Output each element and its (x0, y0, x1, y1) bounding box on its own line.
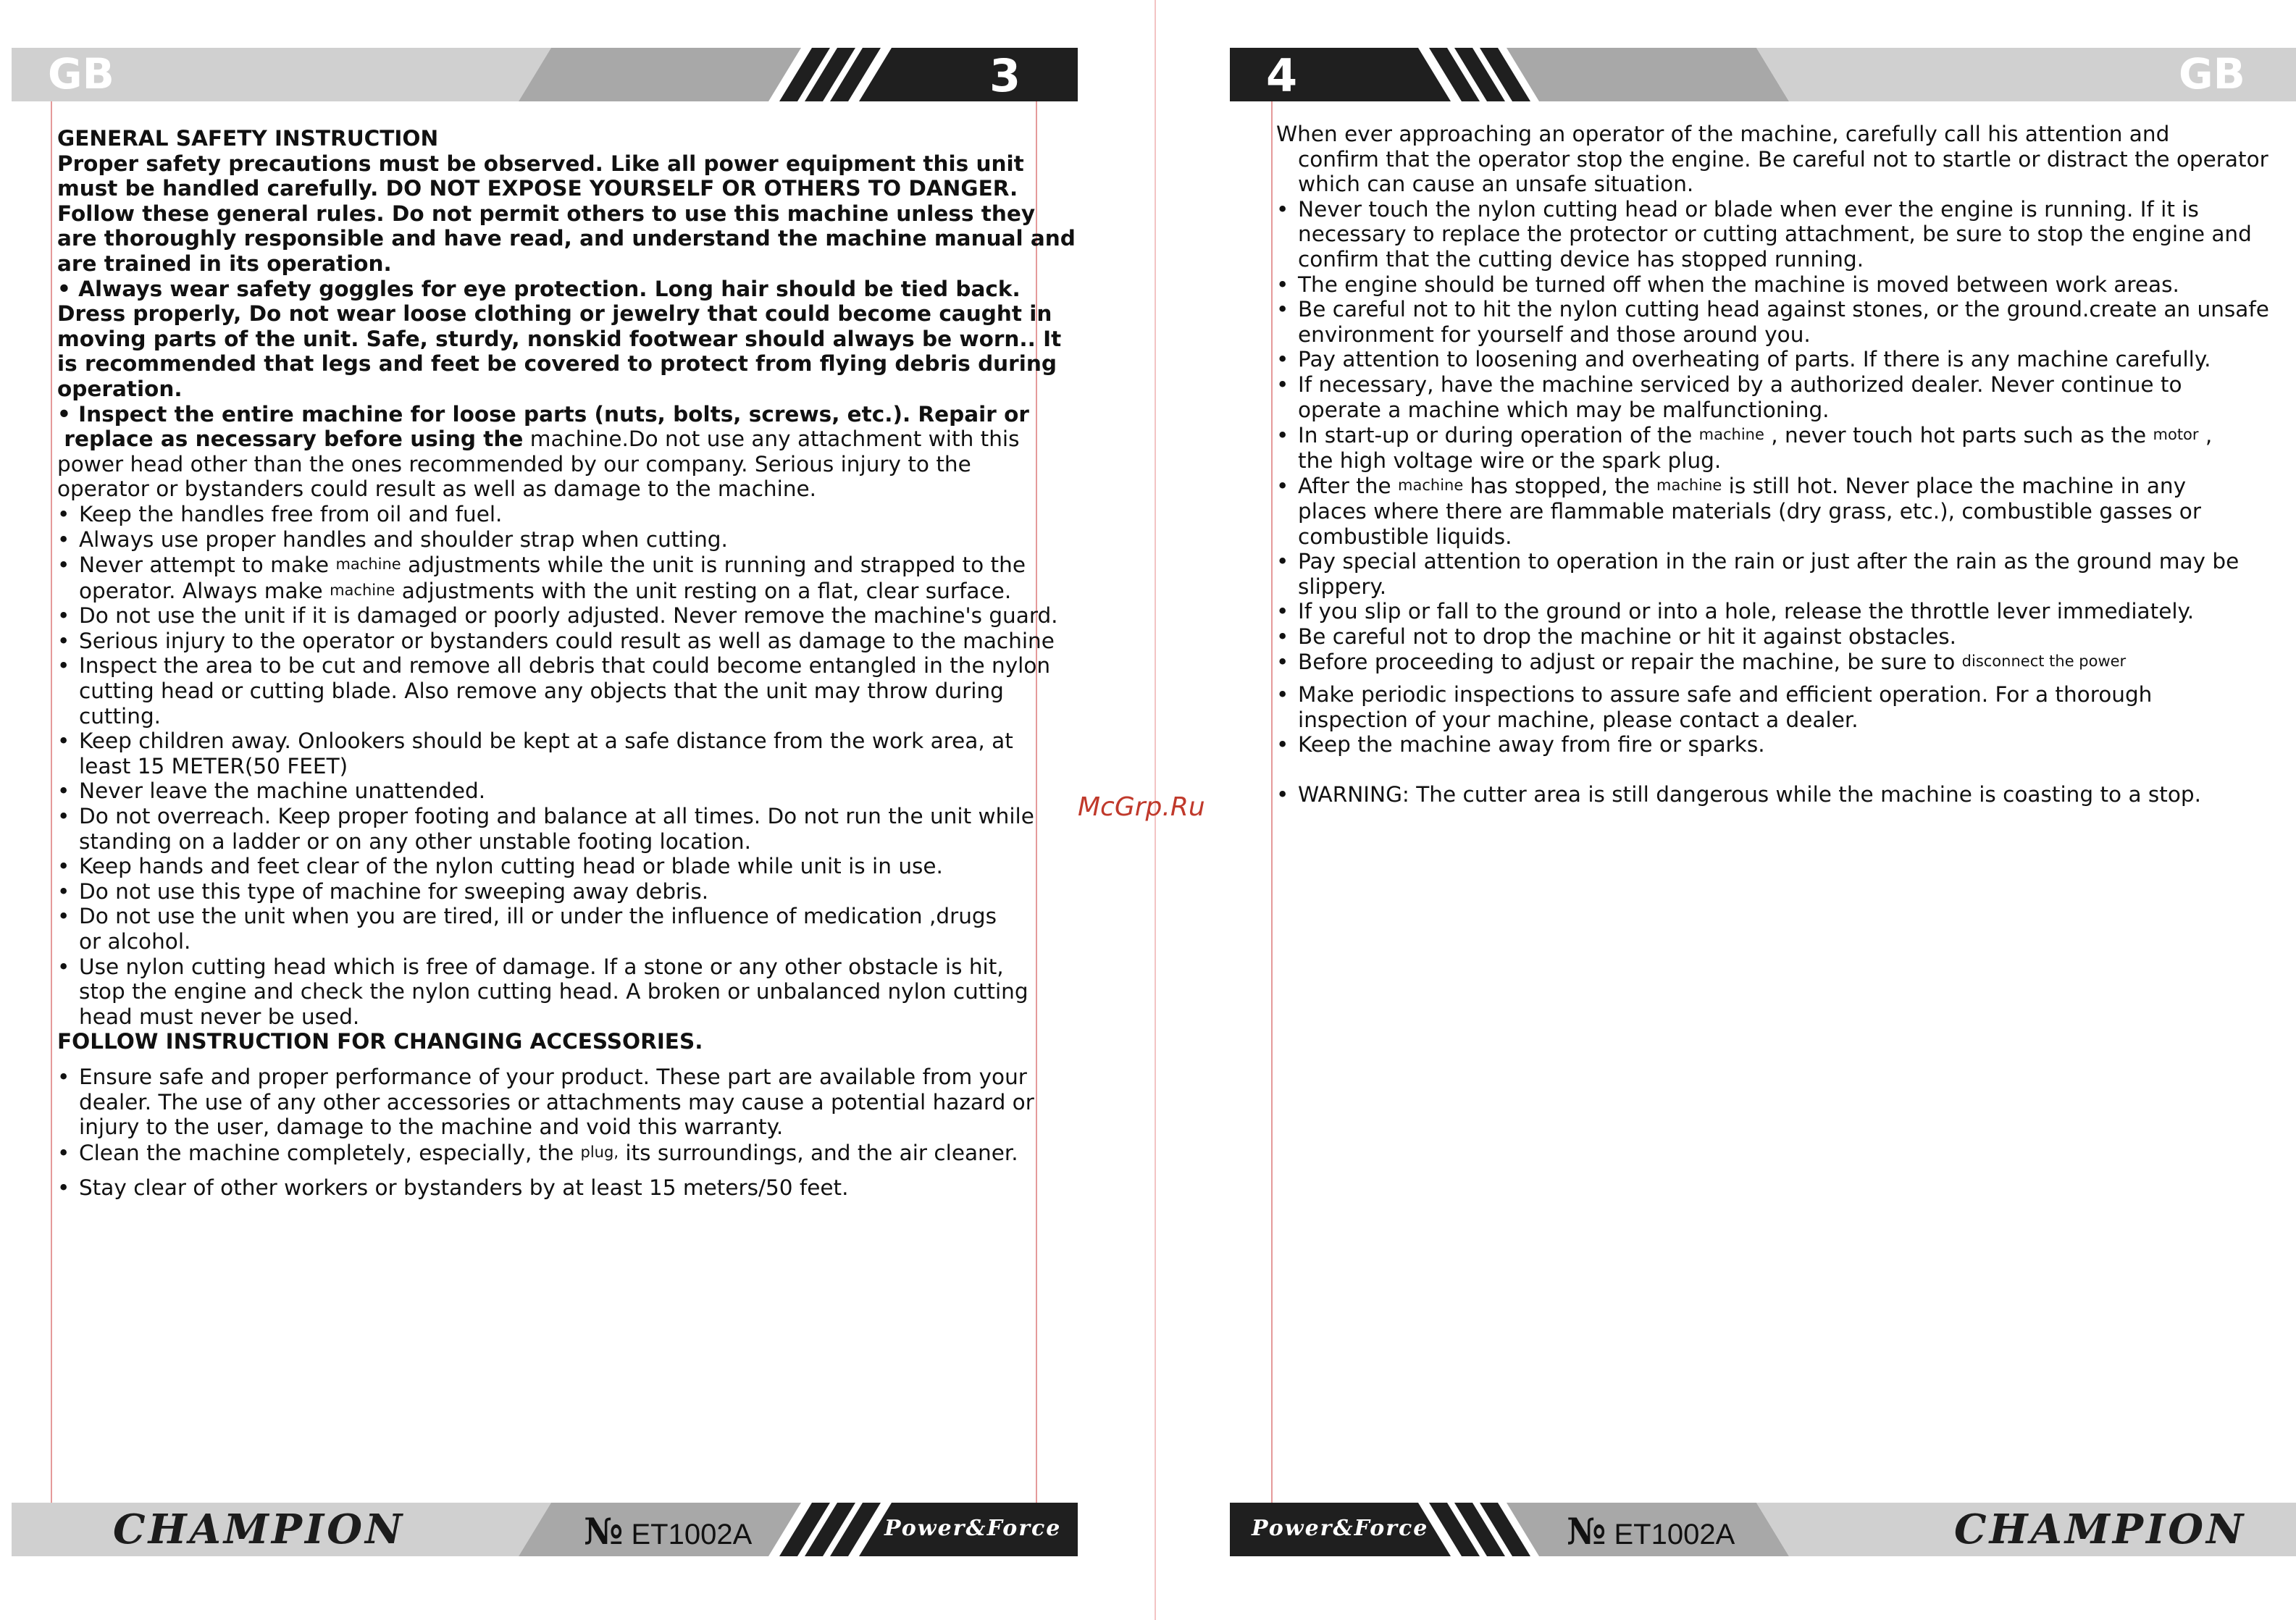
model-text: ET1002A (1614, 1519, 1735, 1550)
bullet-line: slippery. (1298, 574, 1387, 599)
bullet-item: • Do not overreach. Keep proper footing and balance at all times. Do not run the unit while (57, 804, 1076, 829)
small-text: machine (1398, 477, 1464, 495)
text: Clean the machine completely, especially, the (79, 1140, 581, 1165)
bullet-line: operator or bystanders could result as well as damage to the machine. (57, 477, 817, 502)
text: is still hot. Never place the machine in any (1722, 474, 2187, 499)
bullet-item: • Do not use this type of machine for sweeping away debris. (57, 879, 1076, 905)
left-header-bar (12, 48, 1078, 101)
bullet-fire: • Keep the machine away from fire or sparks. (1276, 732, 2269, 757)
bullet-line: standing on a ladder or on any other unstable footing location. (79, 828, 751, 854)
bullet-line: inspection of your machine, please contact a dealer. (1298, 707, 1859, 732)
header-stripes (12, 48, 1078, 101)
bullet-item: • If necessary, have the machine serviced by a authorized dealer. Never continue to (1276, 372, 2269, 398)
intro-line: are trained in its operation. (57, 251, 392, 276)
bullet-line: dealer. The use of any other accessories or attachments may cause a potential hazard or (79, 1089, 1034, 1115)
bullet-item: • Pay attention to loosening and overheating of parts. If there is any machine carefully. (1276, 347, 2269, 372)
text: In start-up or during operation of the (1298, 423, 1699, 448)
number-sign: № (1567, 1510, 1606, 1553)
page-number: 4 (1266, 49, 1298, 101)
text: operator. Always make (79, 578, 330, 603)
bullet-goggles: • Always wear safety goggles for eye protection. Long hair should be tied back. (57, 276, 1021, 301)
left-footer-bar (12, 1503, 1078, 1556)
text: its surroundings, and the air cleaner. (619, 1140, 1018, 1165)
page-number: 3 (989, 49, 1021, 101)
bullet-item: • Never leave the machine unattended. (57, 778, 1076, 804)
bullet-line: the high voltage wire or the spark plug. (1298, 448, 1722, 473)
bullet-line: combustible liquids. (1298, 524, 1512, 549)
bullet-list (1276, 549, 2269, 649)
bullet-line: is recommended that legs and feet be covered to protect from flying debris during (57, 351, 1057, 377)
text: adjustments while the unit is running and strapped to the (401, 553, 1026, 578)
bullet-text: machine.Do not use any attachment with this (523, 427, 1020, 452)
bullet-line: stop the engine and check the nylon cutting head. A broken or unbalanced nylon cutting (79, 979, 1028, 1004)
small-text: motor (2153, 426, 2199, 444)
bullet-item: • Always use proper handles and shoulder strap when cutting. (57, 527, 1076, 553)
bullet-item: • Keep children away. Onlookers should be kept at a safe distance from the work area, at (57, 729, 1076, 754)
bullet-warning: • WARNING: The cutter area is still dangerous while the machine is coasting to a stop. (1276, 782, 2269, 807)
small-text: machine (1698, 426, 1764, 444)
bullet-hot-parts (1276, 422, 2269, 448)
bullet-text: Always wear safety goggles for eye protection. Long hair should be tied back. (78, 276, 1021, 301)
bullet-periodic: • Make periodic inspections to assure safe and efficient operation. For a thorough (1276, 682, 2269, 708)
intro-line: When ever approaching an operator of the machine, carefully call his attention and (1276, 122, 2170, 146)
bullet-item: • Serious injury to the operator or bystanders could result as well as damage to the machine (57, 629, 1076, 654)
right-footer-bar (1230, 1503, 2296, 1556)
right-header-bar (1230, 48, 2296, 101)
section-title: GENERAL SAFETY INSTRUCTION (57, 126, 439, 151)
bullet-adjust (57, 552, 1076, 578)
small-text: disconnect the power (1961, 652, 2127, 671)
intro-line: which can cause an unsafe situation. (1298, 172, 1694, 197)
bullet-item: • Do not use the unit if it is damaged or poorly adjusted. Never remove the machine's guard. (57, 603, 1076, 629)
bullet-list (1276, 197, 2269, 422)
text: Before proceeding to adjust or repair the machine, be sure to (1298, 650, 1962, 675)
language-label: GB (48, 49, 114, 98)
bullet-item: • Be careful not to hit the nylon cutting head against stones, or the ground.create an unsafe (1276, 297, 2269, 322)
bullet-line: head must never be used. (79, 1004, 360, 1029)
bullet-line: moving parts of the unit. Safe, sturdy, nonskid footwear should always be worn.. It (57, 326, 1062, 351)
section-title: FOLLOW INSTRUCTION FOR CHANGING ACCESSORIES. (57, 1029, 703, 1054)
brand-logo: CHAMPION (113, 1506, 406, 1553)
intro-line: Proper safety precautions must be observed. Like all power equipment this unit (57, 151, 1024, 176)
bullet-line: necessary to replace the protector or cutting attachment, be sure to stop the engine and (1298, 222, 2252, 247)
bullet-line: cutting head or cutting blade. Also remove any objects that the unit may throw during (79, 679, 1004, 704)
bullet-accessories: • Ensure safe and proper performance of your product. These part are available from your (57, 1065, 1076, 1090)
bullet-line: power head other than the ones recommended by our company. Serious injury to the (57, 451, 971, 477)
bullet-item: • Use nylon cutting head which is free of damage. If a stone or any other obstacle is hit, (57, 954, 1076, 980)
small-text: machine (1656, 477, 1722, 495)
bullet-line: operation. (57, 376, 183, 401)
bullet-before-repair (1276, 649, 2269, 675)
bullet-item: • Inspect the area to be cut and remove all debris that could become entangled in the nylon (57, 653, 1076, 679)
left-margin-line (1271, 101, 1273, 1506)
text: , never touch hot parts such as the (1764, 423, 2153, 448)
brand-logo: CHAMPION (1954, 1506, 2247, 1553)
bullet-inspect: • Inspect the entire machine for loose parts (nuts, bolts, screws, etc.). Repair or (57, 401, 1029, 427)
intro-line: confirm that the operator stop the engine. Be careful not to startle or distract the operator (1298, 146, 2268, 172)
text: has stopped, the (1463, 474, 1657, 499)
bullet-line: cutting. (79, 703, 162, 729)
left-margin-line (51, 101, 52, 1506)
bullet-item: • If you slip or fall to the ground or into a hole, release the throttle lever immediately. (1276, 599, 2269, 624)
bullet-item: • Keep hands and feet clear of the nylon cutting head or blade while unit is in use. (57, 854, 1076, 879)
bullet-line: least 15 METER(50 FEET) (79, 753, 348, 778)
bullet-line: operate a machine which may be malfunctioning. (1298, 397, 1830, 422)
bullet-line (57, 427, 1076, 452)
bullet-item: • Be careful not to drop the machine or hit it against obstacles. (1276, 624, 2269, 650)
left-page (0, 0, 1101, 1620)
bullet-item: • Never touch the nylon cutting head or blade when ever the engine is running. If it is (1276, 197, 2269, 222)
number-sign: № (584, 1510, 624, 1553)
bullet-after-stop (1276, 473, 2269, 499)
bullet-stay-clear: • Stay clear of other workers or bystanders by at least 15 meters/50 feet. (57, 1175, 1076, 1201)
bullet-text: Inspect the entire machine for loose parts (nuts, bolts, screws, etc.). Repair or (78, 401, 1029, 427)
model-text: ET1002A (631, 1519, 753, 1550)
watermark: McGrp.Ru (1078, 792, 1205, 822)
bullet-line: places where there are flammable materials (dry grass, etc.), combustible gasses or (1298, 498, 2201, 524)
bullet-line (57, 578, 1076, 604)
intro-line: are thoroughly responsible and have read, and understand the machine manual and (57, 226, 1076, 251)
text: , (2198, 423, 2213, 448)
text: Never attempt to make (79, 553, 336, 578)
model-number (584, 1510, 752, 1553)
right-body (1276, 122, 2269, 807)
intro-line: Follow these general rules. Do not permit others to use this machine unless they (57, 201, 1036, 226)
bullet-list (57, 603, 1076, 1029)
header-stripes (1230, 48, 2296, 101)
language-label: GB (2179, 49, 2245, 98)
bullet-item: • Do not use the unit when you are tired, ill or under the influence of medication ,drugs (57, 904, 1076, 929)
bullet-text: replace as necessary before using the (64, 427, 524, 452)
right-page (1195, 0, 2296, 1620)
bullet-item: • Keep the handles free from oil and fuel. (57, 502, 1076, 527)
bullet-line: Dress properly, Do not wear loose clothing or jewelry that could become caught in (57, 301, 1052, 327)
tagline: Power&Force (1252, 1516, 1429, 1541)
bullet-list (57, 502, 1076, 552)
bullet-clean (57, 1140, 1076, 1166)
intro-line: must be handled carefully. DO NOT EXPOSE YOURSELF OR OTHERS TO DANGER. (57, 176, 1018, 201)
text: After the (1298, 474, 1399, 499)
small-text: machine (335, 555, 401, 574)
tagline: Power&Force (884, 1516, 1062, 1541)
bullet-item: • The engine should be turned off when the machine is moved between work areas. (1276, 272, 2269, 298)
bullet-line: or alcohol. (79, 929, 191, 954)
model-number (1567, 1510, 1735, 1553)
text: adjustments with the unit resting on a flat, clear surface. (395, 578, 1012, 603)
small-text: plug, (580, 1143, 619, 1161)
bullet-line: injury to the user, damage to the machine and void this warranty. (79, 1115, 784, 1140)
bullet-line: confirm that the cutting device has stopped running. (1298, 246, 1864, 272)
bullet-item: • Pay special attention to operation in the rain or just after the rain as the ground may be (1276, 549, 2269, 574)
small-text: machine (330, 581, 395, 599)
left-body (57, 126, 1076, 1201)
bullet-line: environment for yourself and those around you. (1298, 322, 1811, 347)
